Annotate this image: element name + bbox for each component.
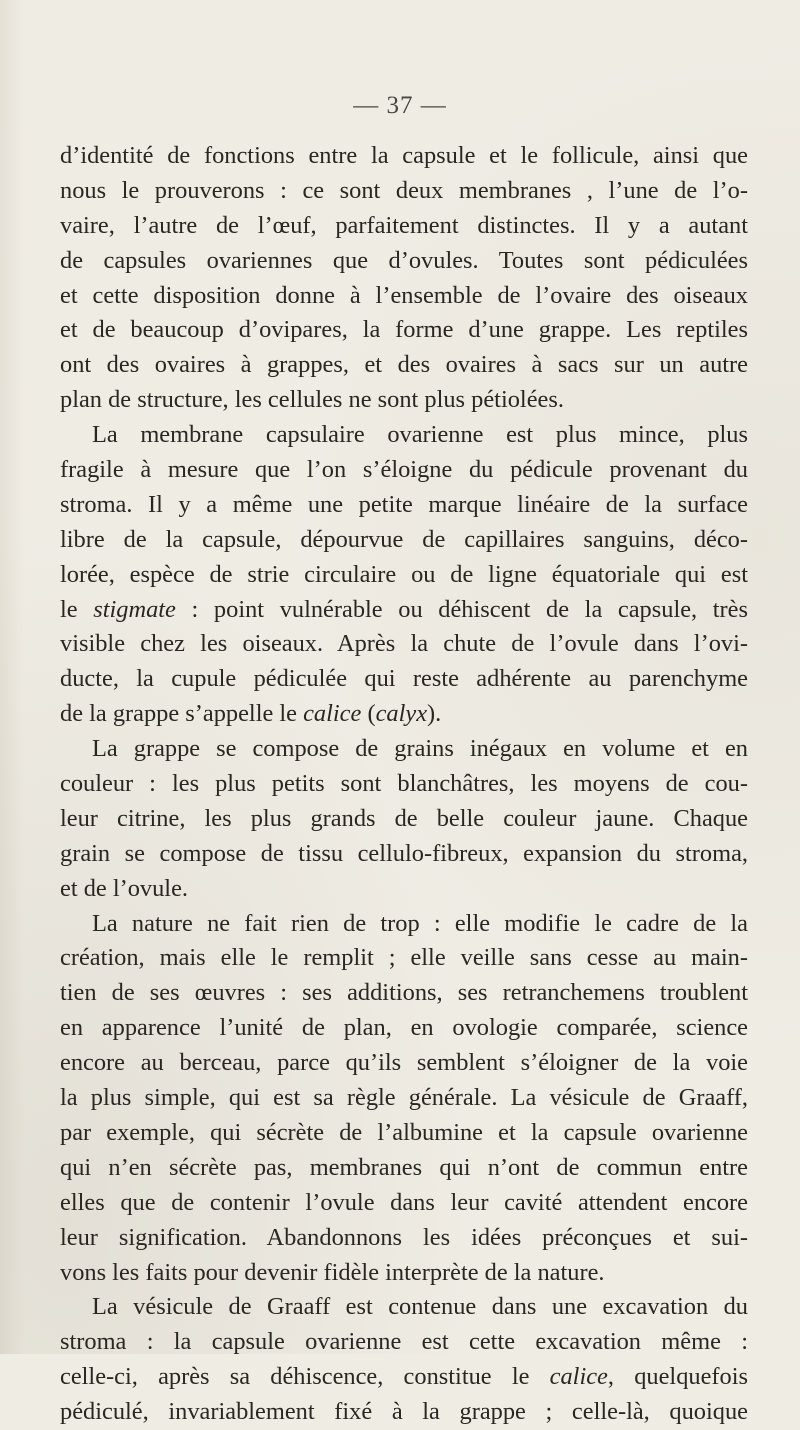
text-line: la plus simple, qui est sa règle générale. La vésicule de Graaff, [60, 1084, 748, 1112]
body-text [60, 139, 748, 1430]
paragraph-4 [60, 907, 748, 1291]
text-line: plan de structure, les cellules ne sont plus pétiolées. [60, 386, 564, 414]
text-line: pédiculé, invariablement fixé à la grappe ; celle-là, quoique [60, 1398, 748, 1426]
text-line: stroma : la capsule ovarienne est cette excavation même : [60, 1328, 748, 1356]
text-line: et de beaucoup d’ovipares, la forme d’une grappe. Les reptiles [60, 316, 748, 344]
paragraph-3 [60, 732, 748, 906]
text-line: d’identité de fonctions entre la capsule et le follicule, ainsi que [60, 142, 748, 169]
paragraph-5 [60, 1290, 748, 1430]
text-line: vaire, l’autre de l’œuf, parfaitement distinctes. Il y a autant [60, 211, 748, 239]
text-line: grain se compose de tissu cellulo-fibreux, expansion du stroma, [60, 839, 748, 867]
text-line: vons les faits pour devenir fidèle interprète de la nature. [60, 1258, 605, 1286]
text-line: et cette disposition donne à l’ensemble de l’ovaire des oiseaux [60, 281, 748, 309]
text-line: encore au berceau, parce qu’ils semblent s’éloigner de la voie [60, 1049, 748, 1077]
text-line: stroma. Il y a même une petite marque linéaire de la surface [60, 490, 748, 518]
paragraph-1 [60, 139, 748, 418]
paragraph-2 [60, 418, 748, 732]
text-line: leur signification. Abandonnons les idées préconçues et sui- [60, 1223, 748, 1251]
text-line: fragile à mesure que l’on s’éloigne du pédicule provenant du [60, 456, 748, 484]
text-line: La grappe se compose de grains inégaux en volume et en [92, 735, 748, 763]
text-line: et de l’ovule. [60, 874, 189, 902]
text-line: de la grappe s’appelle le calice (calyx). [60, 700, 442, 728]
text-line: libre de la capsule, dépourvue de capillaires sanguins, déco- [60, 525, 748, 553]
text-line: couleur : les plus petits sont blanchâtres, les moyens de cou- [60, 770, 748, 798]
text-line: en apparence l’unité de plan, en ovologie comparée, science [60, 1014, 748, 1042]
text-line: ducte, la cupule pédiculée qui reste adhérente au parenchyme [60, 665, 748, 693]
text-line: elles que de contenir l’ovule dans leur cavité attendent encore [60, 1188, 748, 1216]
text-line: par exemple, qui sécrète de l’albumine et la capsule ovarienne [60, 1118, 748, 1146]
text-line: le stigmate : point vulnérable ou déhiscent de la capsule, très [60, 595, 748, 623]
text-line: celle-ci, après sa déhiscence, constitue le calice, quelquefois [60, 1363, 748, 1391]
text-line: visible chez les oiseaux. Après la chute de l’ovule dans l’ovi- [60, 630, 748, 658]
text-line: création, mais elle le remplit ; elle veille sans cesse au main- [60, 944, 748, 972]
text-line: tien de ses œuvres : ses additions, ses retranchemens troublent [60, 979, 748, 1007]
text-line: de capsules ovariennes que d’ovules. Toutes sont pédiculées [60, 246, 748, 274]
page-number: — 37 — [353, 92, 447, 119]
text-line: nous le prouverons : ce sont deux membranes , l’une de l’o- [60, 176, 748, 204]
text-line: La nature ne fait rien de trop : elle modifie le cadre de la [92, 909, 748, 937]
text-line: lorée, espèce de strie circulaire ou de ligne équatoriale qui est [60, 560, 748, 588]
text-line: leur citrine, les plus grands de belle couleur jaune. Chaque [60, 804, 748, 832]
text-line: La vésicule de Graaff est contenue dans une excavation du [92, 1293, 748, 1321]
text-line: ont des ovaires à grappes, et des ovaires à sacs sur un autre [60, 351, 748, 379]
text-line: qui n’en sécrète pas, membranes qui n’ont de commun entre [60, 1153, 748, 1181]
text-line: La membrane capsulaire ovarienne est plus mince, plus [92, 421, 748, 449]
